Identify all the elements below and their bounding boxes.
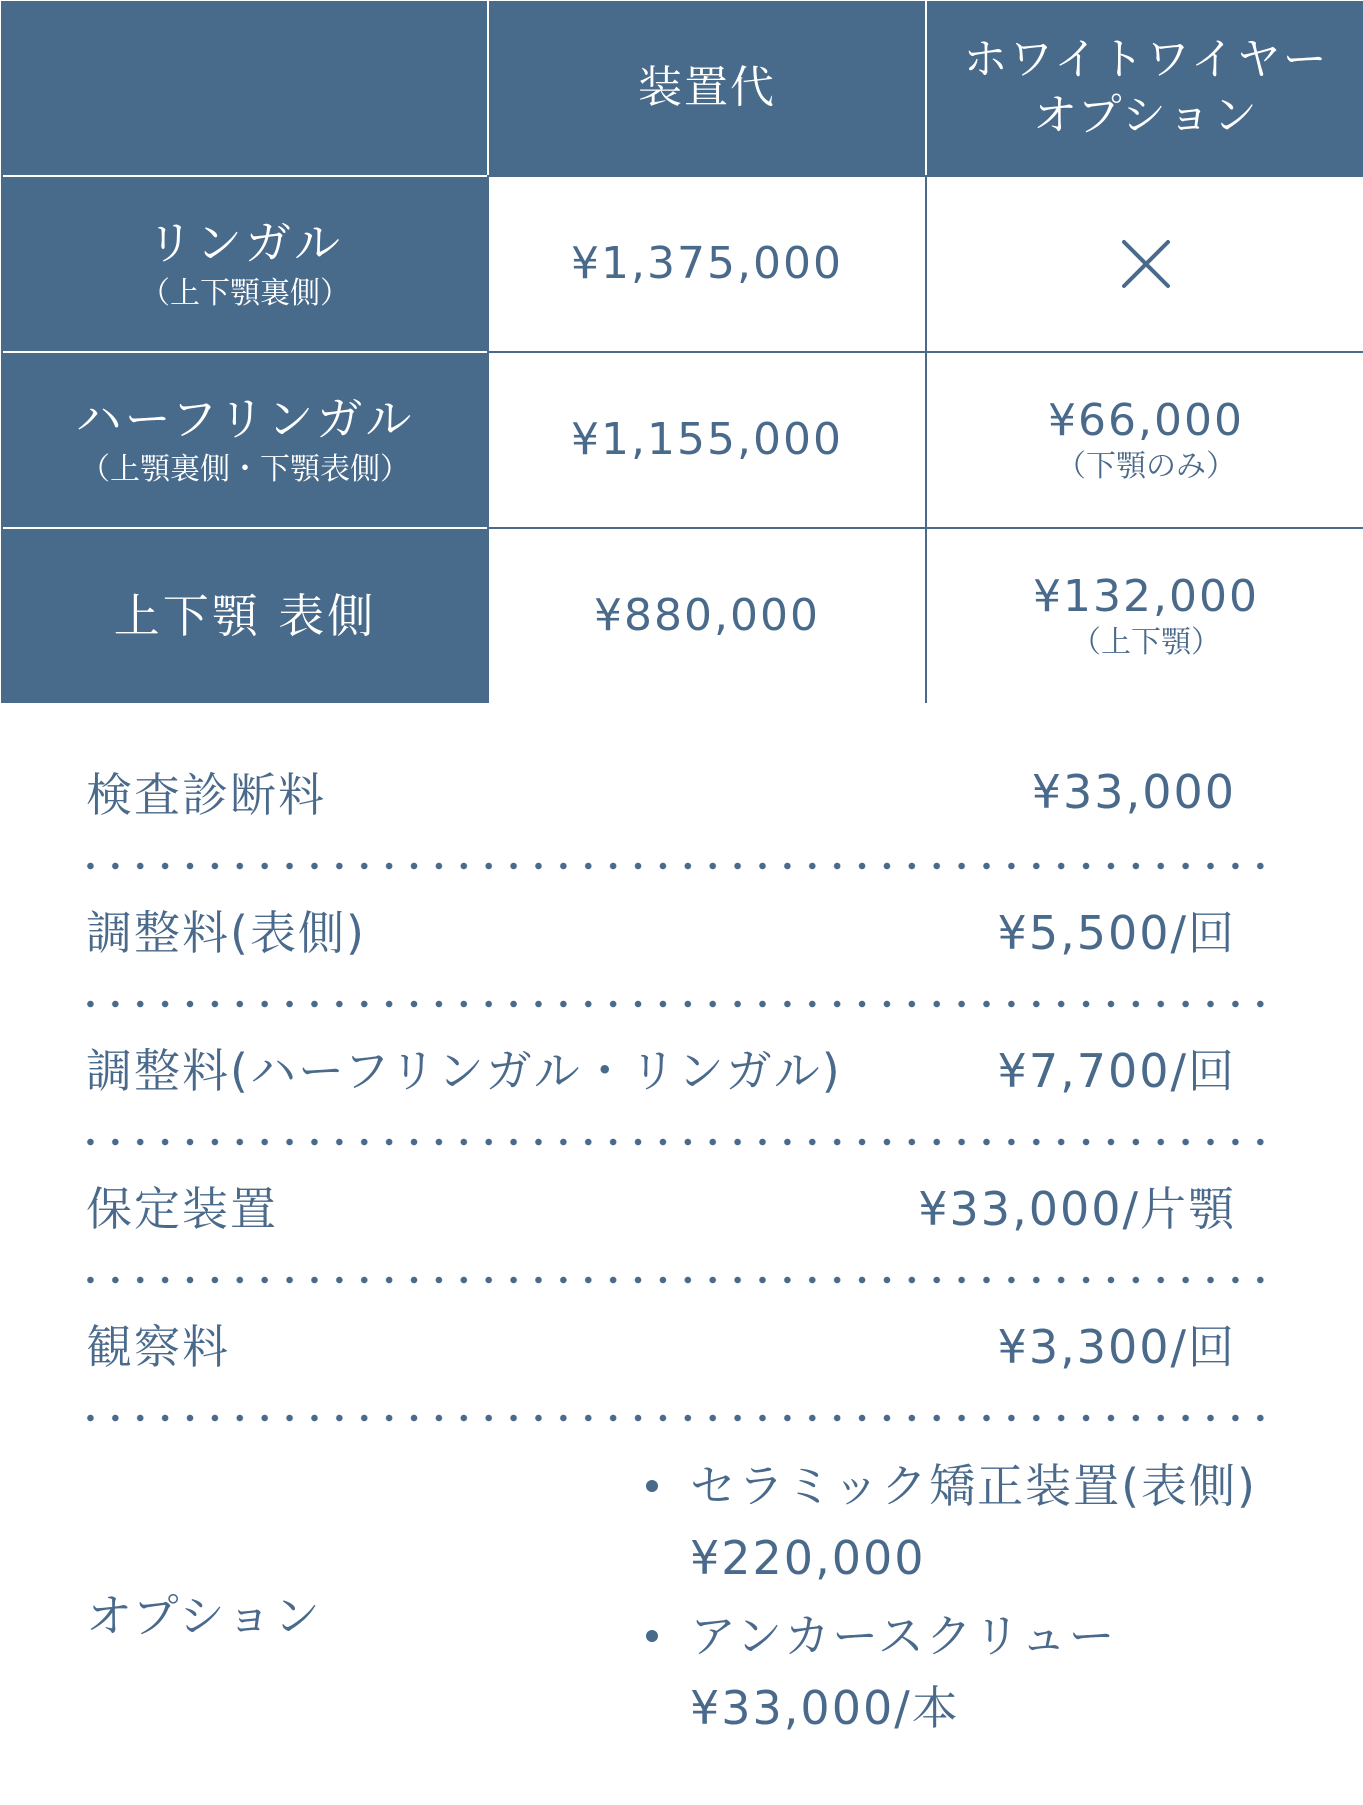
fee-value: ¥33,000/片顎 <box>918 1182 1236 1236</box>
row-header-name: ハーフリンガル <box>75 392 415 446</box>
dotted-divider <box>86 1414 1281 1422</box>
device-price-cell <box>487 175 925 351</box>
bullet-icon <box>646 1630 658 1642</box>
option-name: セラミック矯正装置(表側) <box>690 1459 1257 1513</box>
table-corner-cell <box>3 1 487 175</box>
bullet-icon <box>646 1480 658 1492</box>
dotted-divider <box>86 1138 1281 1146</box>
options-section <box>86 1450 1281 1790</box>
fee-value: ¥3,300/回 <box>997 1320 1236 1374</box>
fee-label: 保定装置 <box>86 1182 278 1236</box>
row-header-name: 上下顎 表側 <box>113 589 377 643</box>
cross-icon <box>1119 237 1173 291</box>
column-header-white-wire-line1: ホワイトワイヤー <box>963 34 1329 85</box>
dotted-divider <box>86 862 1281 870</box>
price-table <box>1 1 1363 703</box>
list-item <box>646 1600 1257 1744</box>
option-price: ¥33,000/本 <box>690 1681 960 1735</box>
dotted-divider <box>86 1000 1281 1008</box>
white-wire-price: ¥66,000 <box>1048 395 1244 446</box>
white-wire-note: （下顎のみ） <box>1056 449 1236 484</box>
fee-row-exam <box>86 732 1281 870</box>
column-header-device-label: 装置代 <box>638 62 776 113</box>
option-name: アンカースクリュー <box>690 1609 1117 1663</box>
fee-value: ¥7,700/回 <box>997 1044 1236 1098</box>
fee-label: 調整料(表側) <box>86 906 366 960</box>
fee-row-retainer <box>86 1146 1281 1284</box>
options-list <box>646 1450 1257 1750</box>
row-header-lingual <box>3 175 487 351</box>
list-item <box>646 1450 1257 1594</box>
fee-value: ¥33,000 <box>1031 765 1236 819</box>
device-price: ¥880,000 <box>594 590 820 641</box>
device-price: ¥1,155,000 <box>571 414 843 465</box>
row-header-half-lingual <box>3 351 487 527</box>
fee-row-adjust-lingual <box>86 1008 1281 1146</box>
device-price-cell <box>487 351 925 527</box>
option-price: ¥220,000 <box>690 1531 926 1585</box>
column-header-white-wire <box>925 1 1363 175</box>
fee-row-adjust-labial <box>86 870 1281 1008</box>
fee-label: 検査診断料 <box>86 768 326 822</box>
white-wire-cell <box>925 175 1363 351</box>
row-header-labial <box>3 527 487 703</box>
row-header-sub: （上下顎裏側） <box>140 276 350 311</box>
column-header-white-wire-line2: オプション <box>1032 90 1260 141</box>
white-wire-cell <box>925 351 1363 527</box>
white-wire-cell <box>925 527 1363 703</box>
white-wire-note: （上下顎） <box>1071 625 1221 660</box>
dotted-divider <box>86 1276 1281 1284</box>
white-wire-price: ¥132,000 <box>1033 571 1259 622</box>
device-price-cell <box>487 527 925 703</box>
column-header-device <box>487 1 925 175</box>
fee-value: ¥5,500/回 <box>997 906 1236 960</box>
fee-label: 観察料 <box>86 1320 230 1374</box>
device-price: ¥1,375,000 <box>571 238 843 289</box>
row-header-sub: （上顎裏側・下顎表側） <box>80 452 410 487</box>
fee-row-observation <box>86 1284 1281 1422</box>
fee-label: 調整料(ハーフリンガル・リンガル) <box>86 1044 842 1098</box>
options-label: オプション <box>86 1589 322 1643</box>
fee-list <box>86 732 1281 1422</box>
row-header-name: リンガル <box>147 216 343 270</box>
